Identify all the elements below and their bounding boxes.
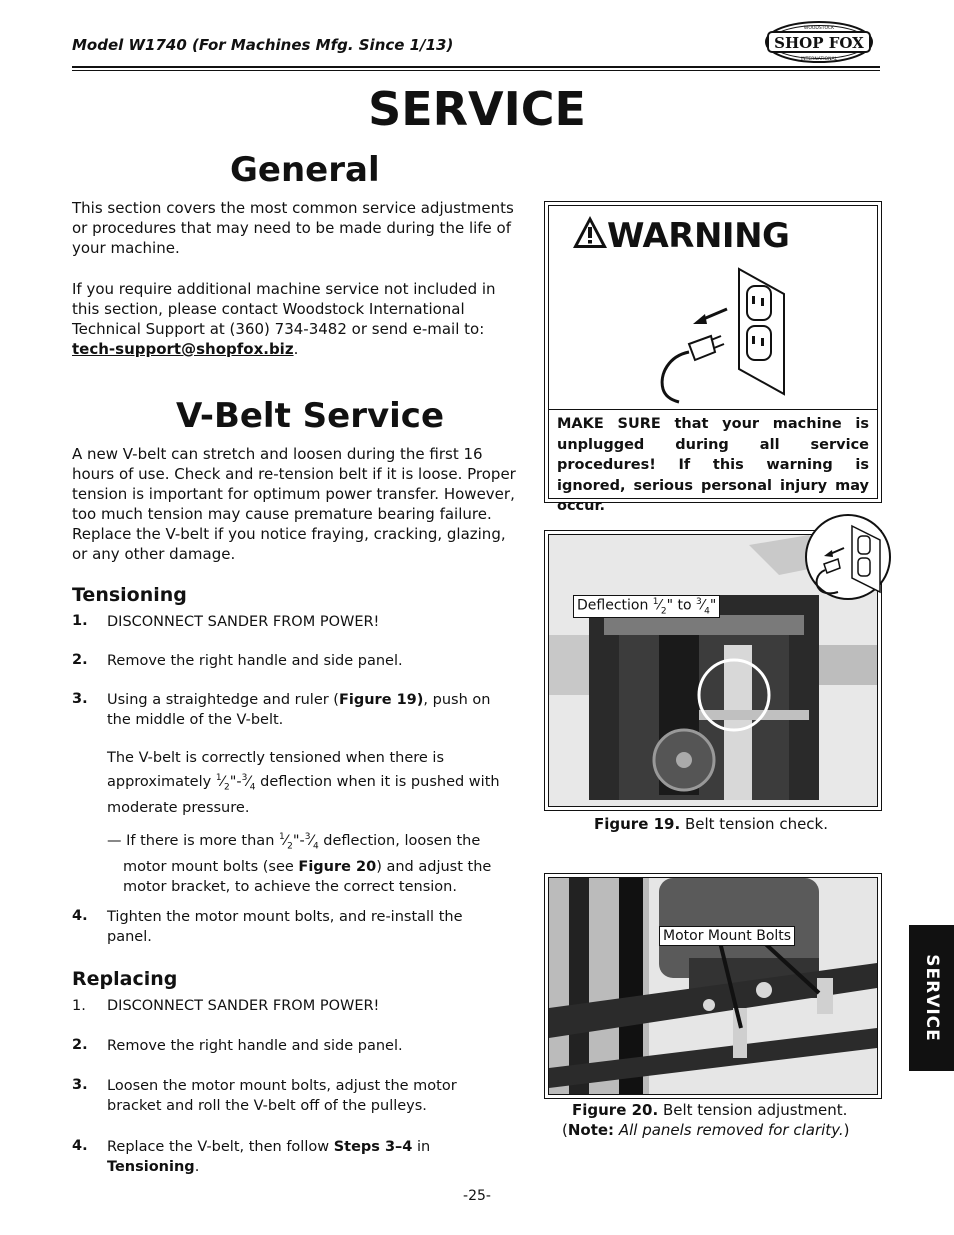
- figure-20-caption: [572, 1101, 847, 1119]
- frac: ⁄: [701, 597, 705, 614]
- figure-20-note: [562, 1121, 850, 1139]
- frac: 1: [652, 597, 659, 607]
- general-paragraph-2-text: If you require additional machine service not included in this section, please contact Woodstock International Technical Support at (360) 734-3482 or send e-mail to:: [72, 280, 496, 338]
- replace-step-1: DISCONNECT SANDER FROM POWER!: [107, 998, 380, 1014]
- frac: ⁄: [658, 597, 661, 614]
- frac: ⁄: [221, 773, 224, 790]
- text: Belt tension check.: [680, 815, 829, 833]
- section-heading-vbelt: V-Belt Service: [176, 396, 445, 436]
- text: — If there is more than: [107, 832, 279, 849]
- frac: "-: [229, 773, 242, 790]
- section-heading-general: General: [230, 150, 380, 190]
- text: ) and adjust the motor bracket, to achieve the correct tension.: [123, 858, 492, 895]
- frac: 1: [279, 832, 285, 842]
- unplug-illustration-icon: [649, 264, 789, 404]
- warning-divider: [549, 409, 877, 410]
- figure-label: Figure 19.: [594, 815, 681, 833]
- tension-step-4: Tighten the motor mount bolts, and re-install the panel.: [107, 909, 463, 945]
- text: deflection, loosen the motor mount bolts (see: [123, 832, 481, 875]
- text: Deflection: [577, 597, 653, 614]
- frac: 2: [660, 606, 667, 617]
- tension-step-3-dash: [107, 827, 527, 897]
- step-number: 2.: [72, 1037, 88, 1053]
- text: ": [709, 597, 717, 614]
- step-number: 1.: [72, 998, 86, 1014]
- warning-title: WARNING: [607, 216, 790, 256]
- side-tab-label: SERVICE: [922, 954, 942, 1042]
- note-label: Note:: [567, 1121, 615, 1139]
- figure-20: [544, 873, 882, 1099]
- figure-label: Figure 20.: [572, 1101, 659, 1119]
- frac: 3: [241, 773, 248, 783]
- text: Replace the V-belt, then follow: [107, 1139, 334, 1155]
- frac: ⁄: [310, 832, 313, 849]
- deflection-callout: [573, 595, 720, 618]
- step-number: 4.: [72, 1138, 88, 1154]
- subheading-tensioning: Tensioning: [72, 584, 187, 606]
- general-paragraph-1: This section covers the most common service adjustments or procedures that may need to be made during the life of your machine.: [72, 199, 514, 257]
- header-rule-thin: [72, 70, 880, 71]
- text: (: [562, 1121, 568, 1139]
- page-number: -25-: [463, 1188, 491, 1204]
- frac: 2: [287, 841, 293, 852]
- frac: 1: [215, 773, 222, 783]
- text: " to: [666, 597, 697, 614]
- step-number: 4.: [72, 908, 88, 924]
- frac: ⁄: [284, 832, 288, 849]
- period: .: [293, 340, 299, 358]
- logo-top-text: WOODSTOCK: [803, 26, 835, 31]
- figure-ref: Figure 19: [338, 692, 417, 708]
- section-side-tab[interactable]: [909, 925, 954, 1071]
- figure-20-photo: [548, 877, 878, 1095]
- text: ): [416, 692, 424, 708]
- motor-mount-bolts-callout: Motor Mount Bolts: [659, 926, 795, 946]
- figure-19-caption: [594, 815, 828, 833]
- tension-step-1: DISCONNECT SANDER FROM POWER!: [107, 614, 380, 630]
- step-number: 1.: [72, 613, 88, 629]
- text: The V-belt is correctly tensioned when there is approximately: [107, 750, 445, 790]
- frac: 3: [696, 597, 702, 607]
- text: , push on the middle of the V-belt.: [107, 692, 491, 728]
- logo-bottom-text: INTERNATIONAL: [800, 57, 838, 62]
- tension-step-2: Remove the right handle and side panel.: [107, 653, 403, 669]
- vbelt-intro: A new V-belt can stretch and loosen during the first 16 hours of use. Check and re-tension belt if it is loose. Proper tension is important for optimum power transfer. However, too much tension may cause premature bearing failure. Replace the V-belt if you notice fraying, cracking, glazing, or any other damage.: [72, 445, 516, 563]
- figure-ref: Figure 20: [298, 858, 377, 875]
- warning-text: MAKE SURE that your machine is unplugged during all service procedures! If this warning is ignored, serious personal injury may occur.: [557, 416, 869, 514]
- support-email-link[interactable]: tech-support@shopfox.biz: [72, 340, 294, 358]
- text: ): [843, 1121, 850, 1139]
- unplug-badge-icon: [804, 512, 892, 602]
- general-paragraph-2: [72, 279, 512, 359]
- replace-step-4: [107, 1137, 507, 1177]
- shop-fox-logo: [764, 20, 874, 64]
- tension-step-3: [107, 690, 517, 730]
- text: All panels removed for clarity.: [614, 1121, 844, 1139]
- replace-step-3: Loosen the motor mount bolts, adjust the motor bracket and roll the V-belt off of the pulleys.: [107, 1078, 457, 1114]
- text: Belt tension adjustment.: [658, 1101, 848, 1119]
- text: .: [194, 1159, 200, 1175]
- page-title: SERVICE: [368, 82, 586, 136]
- frac: 3: [304, 832, 311, 842]
- warning-triangle-icon: [571, 214, 609, 250]
- header-model: Model W1740 (For Machines Mfg. Since 1/13): [72, 36, 454, 54]
- text: deflection when it is pushed with moderate pressure.: [107, 773, 500, 816]
- step-ref: Steps 3–4: [333, 1139, 413, 1155]
- tension-step-3-note: [107, 748, 517, 818]
- warning-box: [544, 201, 882, 514]
- subheading-replacing: Replacing: [72, 968, 178, 990]
- section-ref: Tensioning: [107, 1159, 195, 1175]
- replace-step-2: Remove the right handle and side panel.: [107, 1038, 403, 1054]
- frac: 4: [704, 606, 710, 617]
- motor-mount-photo-icon: [549, 878, 877, 1094]
- text: in: [412, 1139, 431, 1155]
- frac: ⁄: [247, 773, 250, 790]
- step-number: 3.: [72, 691, 88, 707]
- frac: "-: [292, 832, 305, 849]
- step-number: 2.: [72, 652, 88, 668]
- frac: 4: [312, 841, 319, 852]
- step-number: 3.: [72, 1077, 88, 1093]
- frac: 4: [249, 782, 256, 793]
- text: Using a straightedge and ruler (: [107, 692, 339, 708]
- logo-text: SHOP FOX: [774, 34, 864, 52]
- frac: 2: [223, 782, 230, 793]
- header-rule: [72, 66, 880, 68]
